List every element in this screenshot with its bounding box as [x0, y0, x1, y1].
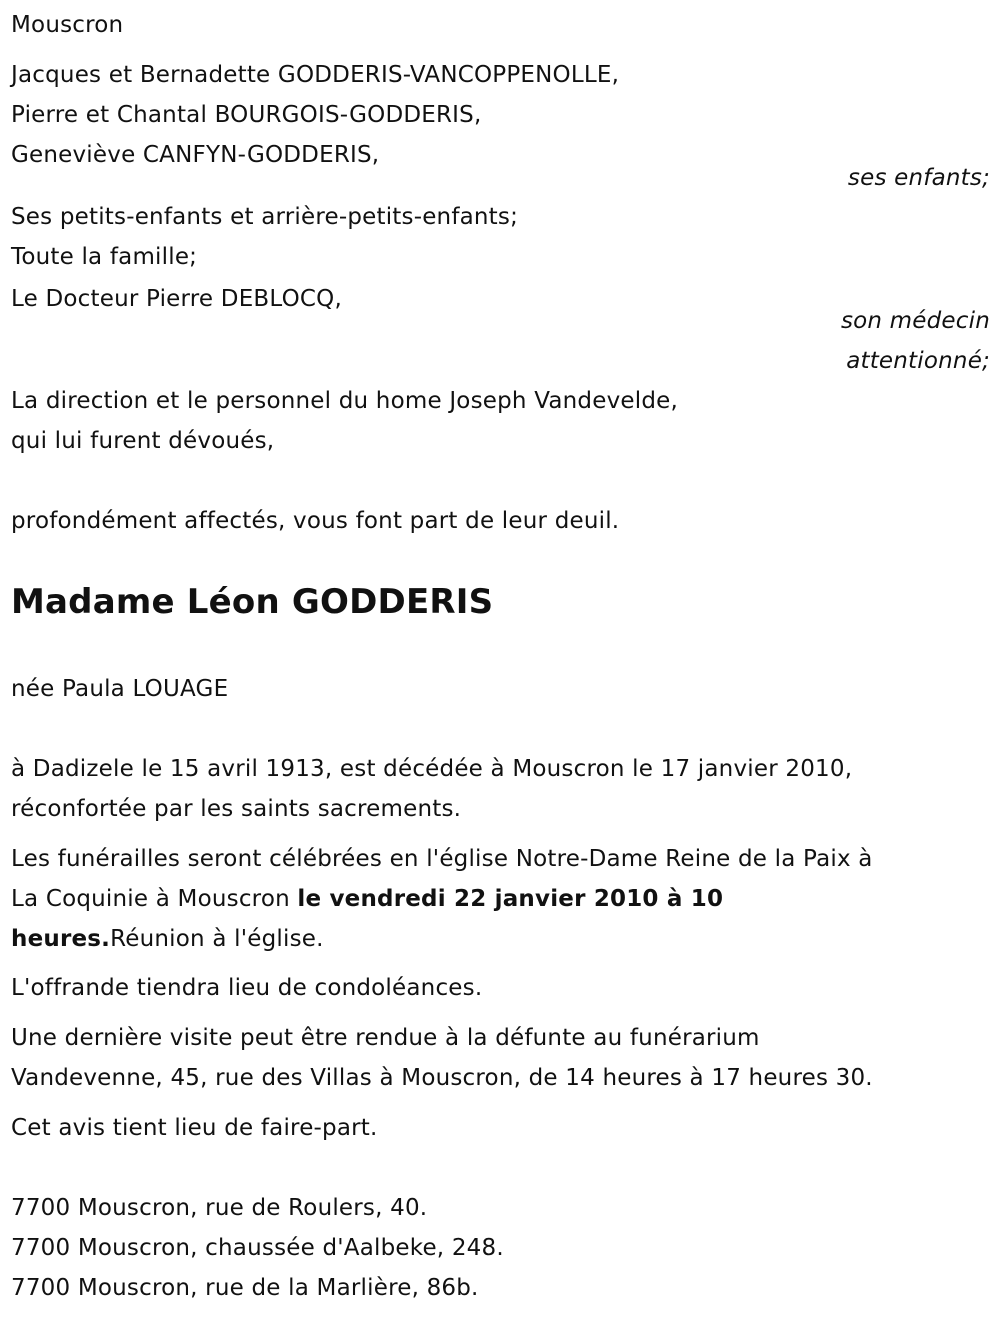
funeral-line — [11, 885, 723, 913]
family-line: Le Docteur Pierre DEBLOCQ, — [11, 286, 342, 312]
visit-line: Une dernière visite peut être rendue à la défunte au funérarium — [11, 1025, 760, 1051]
address-line: 7700 Mouscron, rue de Roulers, 40. — [11, 1195, 428, 1221]
funeral-line: Les funérailles seront célébrées en l'église Notre-Dame Reine de la Paix à — [11, 846, 873, 872]
notice-line: Cet avis tient lieu de faire-part. — [11, 1115, 378, 1141]
visit-line: Vandevenne, 45, rue des Villas à Mouscron, de 14 heures à 17 heures 30. — [11, 1065, 873, 1091]
offering-line: L'offrande tiendra lieu de condoléances. — [11, 975, 483, 1001]
birth-death-line: réconfortée par les saints sacrements. — [11, 796, 462, 822]
home-line: La direction et le personnel du home Joseph Vandevelde, — [11, 388, 678, 414]
child-line: Pierre et Chantal BOURGOIS-GODDERIS, — [11, 102, 482, 128]
child-line: Jacques et Bernadette GODDERIS-VANCOPPENOLLE, — [11, 62, 620, 88]
child-line: Geneviève CANFYN-GODDERIS, — [11, 142, 380, 168]
children-role: ses enfants; — [847, 165, 990, 191]
funeral-time: heures. — [11, 926, 111, 952]
doctor-role: son médecin — [840, 308, 990, 334]
funeral-line — [11, 925, 324, 953]
family-line: Toute la famille; — [11, 244, 198, 270]
family-line: Ses petits-enfants et arrière-petits-enfants; — [11, 204, 519, 230]
birth-death-line: à Dadizele le 15 avril 1913, est décédée à Mouscron le 17 janvier 2010, — [11, 756, 853, 782]
address-line: 7700 Mouscron, rue de la Marlière, 86b. — [11, 1275, 479, 1301]
doctor-role: attentionné; — [846, 348, 990, 374]
address-line: 7700 Mouscron, chaussée d'Aalbeke, 248. — [11, 1235, 504, 1261]
city-heading: Mouscron — [11, 12, 124, 38]
announcement: profondément affectés, vous font part de leur deuil. — [11, 508, 620, 534]
birth-name: née Paula LOUAGE — [11, 676, 229, 702]
funeral-date: le vendredi 22 janvier 2010 à 10 — [297, 886, 724, 912]
meeting-place: Réunion à l'église. — [110, 926, 324, 952]
funeral-location: La Coquinie à Mouscron — [11, 886, 298, 912]
deceased-name: Madame Léon GODDERIS — [11, 582, 494, 622]
home-line: qui lui furent dévoués, — [11, 428, 275, 454]
